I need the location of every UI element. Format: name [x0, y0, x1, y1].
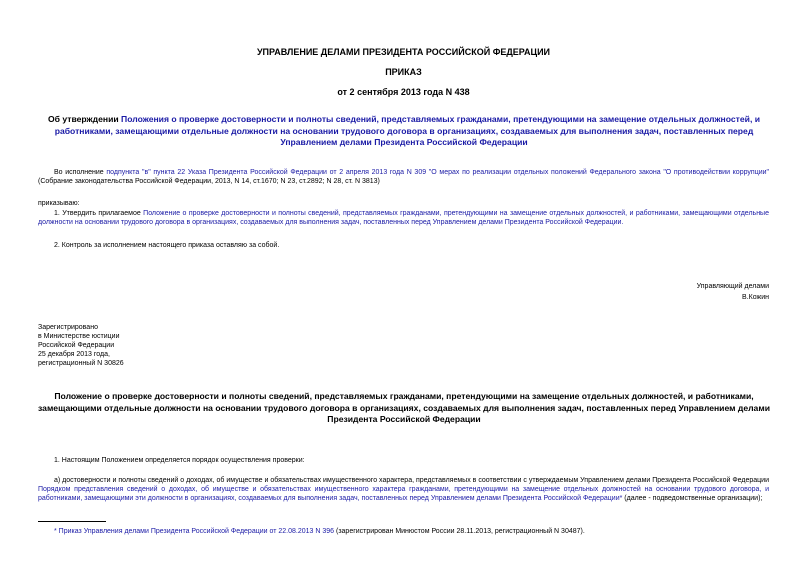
title-link[interactable]: Положения о проверке достоверности и полноты сведений, представляемых гражданами, претендующими на замещение отдельных должностей, и работниками, замещающими отдельные должности на основании трудового договора в организациях, создаваемых для выполнения задач, поставленных перед Управлением делами Президента Российской Федерации	[54, 114, 760, 147]
registration-line: 25 декабря 2013 года,	[38, 351, 110, 358]
registration-line: регистрационный N 30826	[38, 360, 124, 367]
registration-line: Зарегистрировано	[38, 324, 98, 331]
point-1a-link[interactable]: Порядком представления сведений о доходах, об имуществе и обязательствах имущественного характера гражданами, претендующими на замещение отдельных должностей на основании трудового договора, и работниками, замещающими эти должности в организациях, создаваемых для выполнения задач, поставленных перед Управлением делами Президента Российской Федерации*	[38, 486, 769, 502]
preamble-link[interactable]: подпункта "в" пункта 22 Указа Президента Российской Федерации от 2 апреля 2013 года N 309 "О мерах по реализации отдельных положений Федерального закона "О противодействии коррупции"	[106, 169, 770, 176]
preamble-paragraph	[38, 168, 769, 186]
footnote	[54, 527, 774, 536]
item-1-link[interactable]: Положение о проверке достоверности и полноты сведений, представляемых гражданами, претендующими на замещение отдельных должностей, и работниками, замещающими отдельные должности на основании трудового договора в организациях, создаваемых для выполнения задач, поставленных перед Управлением делами Президента Российской Федерации.	[38, 210, 769, 226]
section-title: Положение о проверке достоверности и полноты сведений, представляемых гражданами, претендующими на замещение отдельных должностей, и работниками, замещающими отдельные должности на основании трудового договора в организациях, создаваемых для выполнения задач, поставленных перед Управлением делами Президента Российской Федерации	[38, 391, 770, 424]
footnote-suffix: (зарегистрирован Минюстом России 28.11.2013, регистрационный N 30487).	[334, 528, 585, 535]
doc-type-heading: ПРИКАЗ	[385, 67, 422, 77]
point-1: 1. Настоящим Положением определяется порядок осуществления проверки:	[54, 457, 305, 464]
point-1a	[38, 476, 769, 503]
item-1-prefix: 1. Утвердить прилагаемое	[54, 210, 144, 217]
item-1	[38, 209, 769, 227]
registration-block	[38, 323, 124, 368]
org-heading: УПРАВЛЕНИЕ ДЕЛАМИ ПРЕЗИДЕНТА РОССИЙСКОЙ ФЕДЕРАЦИИ	[256, 47, 551, 57]
preamble-prefix: Во исполнение	[54, 169, 107, 176]
item-2: 2. Контроль за исполнением настоящего приказа оставляю за собой.	[54, 242, 280, 249]
point-1a-prefix: а) достоверности и полноты сведений о доходах, об имуществе и обязательствах имущественного характера, представляемых в соответствии с утверждаемым Управлением делами Президента Российской Федерации	[54, 477, 769, 484]
footnote-link[interactable]: * Приказ Управления делами Президента Российской Федерации от 22.08.2013 N 396	[54, 528, 335, 535]
preamble-suffix: (Собрание законодательства Российской Федерации, 2013, N 14, ст.1670; N 23, ст.2892; N 28, ст. N 3813)	[38, 178, 380, 185]
signature-name: В.Кожин	[742, 294, 769, 301]
registration-line: Российской Федерации	[38, 342, 115, 349]
order-word: приказываю:	[38, 200, 80, 207]
registration-line: в Министерстве юстиции	[38, 333, 120, 340]
point-1a-suffix: (далее - подведомственные организации);	[622, 495, 763, 502]
document-title	[34, 114, 774, 149]
title-prefix: Об утверждении	[48, 114, 122, 124]
footnote-divider	[38, 521, 106, 522]
date-number: от 2 сентября 2013 года N 438	[337, 87, 470, 97]
signature-position: Управляющий делами	[696, 283, 769, 290]
